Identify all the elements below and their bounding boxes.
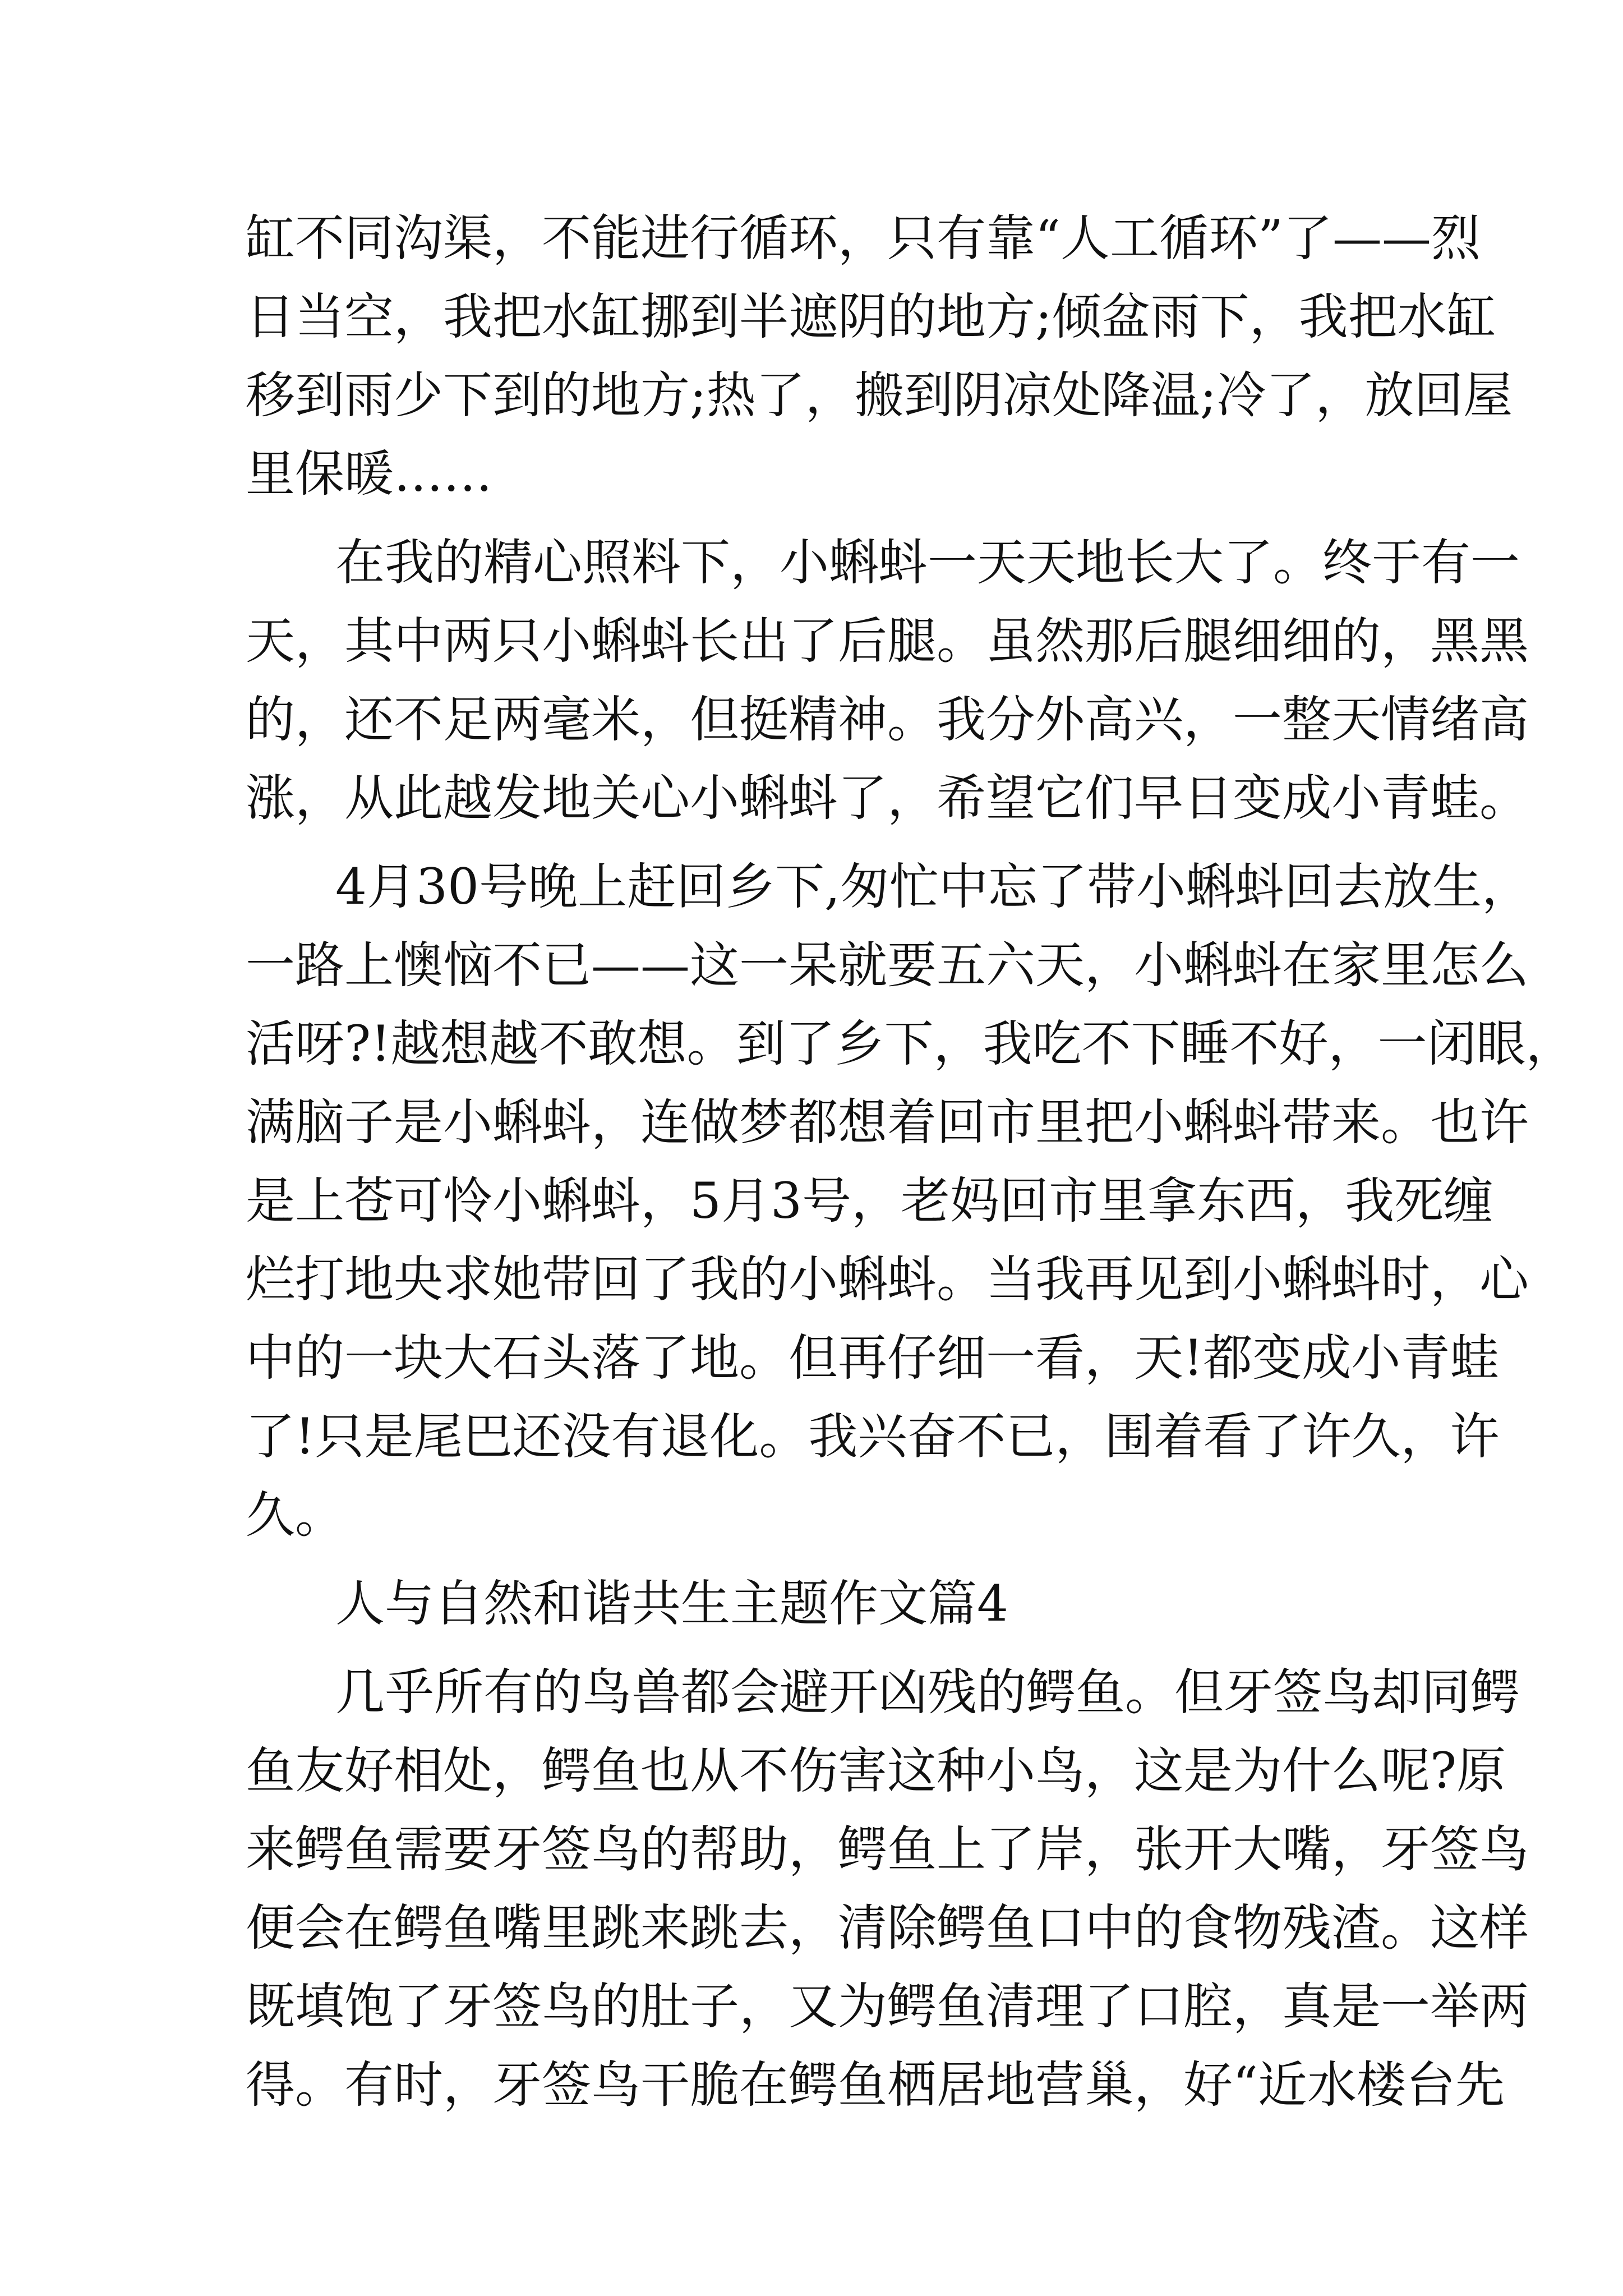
paragraph-line: 缸不同沟渠，不能进行循环，只有靠“人工循环”了——烈: [246, 209, 1481, 267]
paragraph-line: 移到雨少下到的地方;热了，搬到阴凉处降温;冷了，放回屋: [246, 366, 1513, 424]
paragraph-line: 满脑子是小蝌蚪，连做梦都想着回市里把小蝌蚪带来。也许: [246, 1093, 1529, 1151]
paragraph-line: 鱼友好相处，鳄鱼也从不伤害这种小鸟，这是为什么呢?原: [246, 1742, 1506, 1800]
paragraph-3: [246, 848, 1575, 1554]
paragraph-1: [246, 199, 1513, 513]
paragraph-line: 活呀?!越想越不敢想。到了乡下，我吃不下睡不好，一闭眼，: [246, 1015, 1575, 1073]
paragraph-line: 里保暖……: [246, 445, 493, 503]
paragraph-line: 久。: [246, 1486, 345, 1544]
paragraph-line: 得。有时，牙签鸟干脆在鳄鱼栖居地营巢，好“近水楼台先: [246, 2056, 1505, 2114]
paragraph-line: 一路上懊恼不已——这一呆就要五六天，小蝌蚪在家里怎么: [246, 936, 1529, 994]
paragraph-line: 便会在鳄鱼嘴里跳来跳去，清除鳄鱼口中的食物残渣。这样: [246, 1899, 1529, 1957]
paragraph-line: 涨，从此越发地关心小蝌蚪了，希望它们早日变成小青蛙。: [246, 769, 1529, 827]
paragraph-line: 的，还不足两毫米，但挺精神。我分外高兴，一整天情绪高: [246, 691, 1529, 748]
paragraph-line: 烂打地央求她带回了我的小蝌蚪。当我再见到小蝌蚪时，心: [246, 1250, 1529, 1308]
paragraph-line: 4月30号晚上赶回乡下,匆忙中忘了带小蝌蚪回去放生，: [335, 858, 1531, 915]
paragraph-line: 在我的精心照料下，小蝌蚪一天天地长大了。终于有一: [335, 533, 1520, 591]
paragraph-line: 几乎所有的鸟兽都会避开凶残的鳄鱼。但牙签鸟却同鳄: [335, 1663, 1520, 1721]
paragraph-line: 天，其中两只小蝌蚪长出了后腿。虽然那后腿细细的，黑黑: [246, 612, 1529, 670]
paragraph-line: 日当空，我把水缸挪到半遮阴的地方;倾盆雨下，我把水缸: [246, 288, 1496, 346]
paragraph-line: 了!只是尾巴还没有退化。我兴奋不已，围着看了许久，许: [246, 1407, 1500, 1465]
paragraph-2: [246, 523, 1529, 838]
document-body: [246, 199, 1575, 2124]
paragraph-line: 来鳄鱼需要牙签鸟的帮助，鳄鱼上了岸，张开大嘴，牙签鸟: [246, 1820, 1529, 1878]
paragraph-line: 中的一块大石头落了地。但再仔细一看，天!都变成小青蛙: [246, 1329, 1500, 1387]
paragraph-line: 既填饱了牙签鸟的肚子，又为鳄鱼清理了口腔，真是一举两: [246, 1977, 1529, 2035]
section-heading: 人与自然和谐共生主题作文篇4: [335, 1575, 1008, 1632]
paragraph-4: [246, 1653, 1529, 2124]
paragraph-line: 是上苍可怜小蝌蚪，5月3号，老妈回市里拿东西，我死缠: [246, 1172, 1493, 1230]
